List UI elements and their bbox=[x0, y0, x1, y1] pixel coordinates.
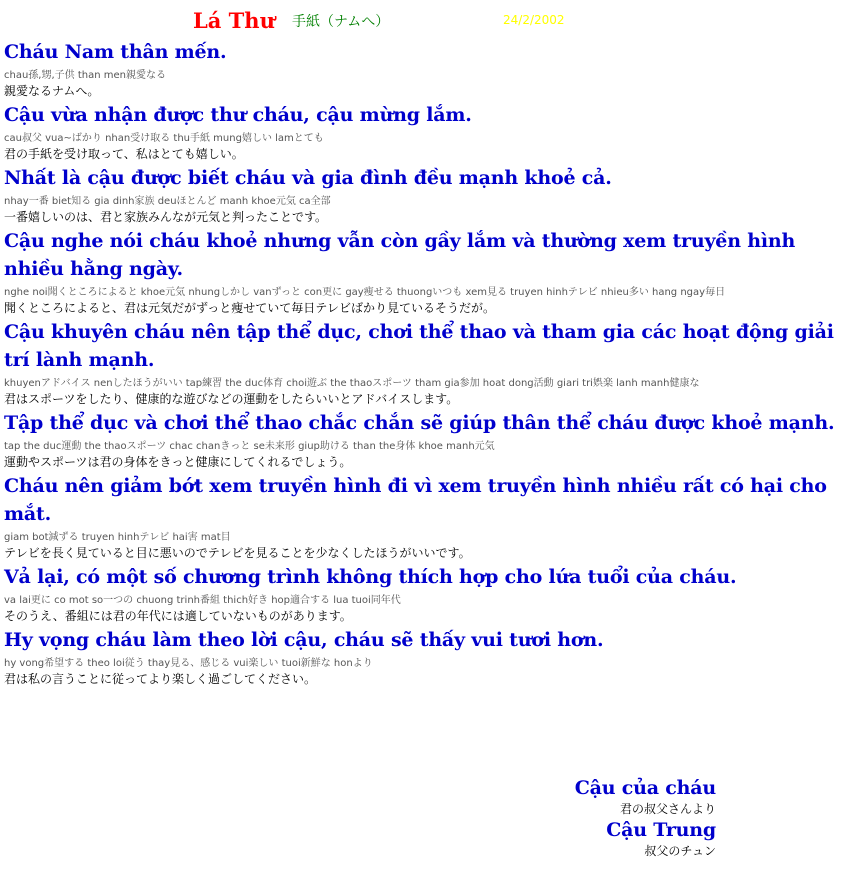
signature-block bbox=[575, 775, 716, 859]
vocabulary-notes: giam bot減ずる truyen hinhテレビ hai害 mat目 bbox=[4, 532, 231, 543]
letter-date: 24/2/2002 bbox=[503, 13, 565, 27]
closing-japanese: 君の叔父さんより bbox=[619, 802, 716, 816]
signer-name-vietnamese: Cậu Trung bbox=[606, 819, 716, 841]
vietnamese-sentence: Vả lại, có một số chương trình không thích hợp cho lứa tuổi của cháu. bbox=[4, 566, 737, 588]
japanese-translation: そのうえ、番組には君の年代には適していないものがあります。 bbox=[4, 609, 352, 623]
vietnamese-sentence: Tập thể dục và chơi thể thao chắc chắn sẽ giúp thân thể cháu được khoẻ mạnh. bbox=[4, 412, 835, 434]
japanese-translation: 一番嬉しいのは、君と家族みんなが元気と判ったことです。 bbox=[4, 210, 328, 224]
paragraph-2 bbox=[4, 101, 849, 162]
japanese-translation: テレビを長く見ていると目に悪いのでテレビを見ることを少なくしたほうがいいです。 bbox=[4, 546, 471, 560]
paragraph-8 bbox=[4, 563, 849, 624]
paragraph-4 bbox=[4, 227, 849, 316]
paragraph-5 bbox=[4, 318, 849, 407]
page-title: Lá Thư bbox=[193, 8, 275, 33]
vietnamese-sentence: Cậu khuyên cháu nên tập thể dục, chơi thể thao và tham gia các hoạt động giải trí lành mạnh. bbox=[4, 321, 834, 371]
paragraph-3 bbox=[4, 164, 849, 225]
japanese-translation: 親愛なるナムへ。 bbox=[4, 84, 100, 98]
vocabulary-notes: nhay一番 biet知る gia dinh家族 deuほとんど manh khoe元気 ca全部 bbox=[4, 196, 331, 207]
page-title-japanese: 手紙（ナムへ） bbox=[292, 14, 390, 30]
vietnamese-sentence: Cậu vừa nhận được thư cháu, cậu mừng lắm. bbox=[4, 104, 472, 126]
paragraph-9 bbox=[4, 626, 849, 687]
vocabulary-notes: cau叔父 vua~ばかり nhan受け取る thu手紙 mung嬉しい lamとても bbox=[4, 133, 324, 144]
vocabulary-notes: tap the duc運動 the thaoスポーツ chac chanきっと se未来形 giup助ける than the身体 khoe manh元気 bbox=[4, 441, 495, 452]
letter-body bbox=[4, 38, 849, 689]
vietnamese-sentence: Cháu nên giảm bớt xem truyền hình đi vì xem truyền hình nhiều rất có hại cho mắt. bbox=[4, 475, 827, 525]
vietnamese-sentence: Cậu nghe nói cháu khoẻ nhưng vẫn còn gầy lắm và thường xem truyền hình nhiều hằng ngày. bbox=[4, 230, 796, 280]
vocabulary-notes: nghe noi聞くところによると khoe元気 nhungしかし vanずっと con更に gay痩せる thuongいつも xem見る truyen hinhテレビ nhieu多い hang ngay毎日 bbox=[4, 287, 726, 298]
letter-header bbox=[0, 8, 853, 34]
paragraph-6 bbox=[4, 409, 849, 470]
signer-name-japanese: 叔父のチュン bbox=[644, 844, 716, 858]
japanese-translation: 君はスポーツをしたり、健康的な遊びなどの運動をしたらいいとアドバイスします。 bbox=[4, 392, 459, 406]
vietnamese-sentence: Cháu Nam thân mến. bbox=[4, 41, 227, 63]
japanese-translation: 運動やスポーツは君の身体をきっと健康にしてくれるでしょう。 bbox=[4, 455, 352, 469]
japanese-translation: 君は私の言うことに従ってより楽しく過ごしてください。 bbox=[4, 672, 317, 686]
japanese-translation: 聞くところによると、君は元気だがずっと痩せていて毎日テレビばかり見ているそうだが。 bbox=[4, 301, 496, 315]
vocabulary-notes: chau孫,甥,子供 than men親愛なる bbox=[4, 70, 166, 81]
vietnamese-sentence: Nhất là cậu được biết cháu và gia đình đều mạnh khoẻ cả. bbox=[4, 167, 612, 189]
japanese-translation: 君の手紙を受け取って、私はとても嬉しい。 bbox=[4, 147, 244, 161]
paragraph-7 bbox=[4, 472, 849, 561]
vocabulary-notes: khuyenアドバイス nenしたほうがいい tap練習 the duc体育 choi遊ぶ the thaoスポーツ tham gia参加 hoat dong活動 giari tri娯楽 lanh manh健康な bbox=[4, 378, 700, 389]
closing-vietnamese: Cậu của cháu bbox=[574, 777, 716, 799]
paragraph-1 bbox=[4, 38, 849, 99]
vocabulary-notes: va lai更に co mot so一つの chuong trinh番組 thich好き hop適合する lua tuoi同年代 bbox=[4, 595, 401, 606]
vietnamese-sentence: Hy vọng cháu làm theo lời cậu, cháu sẽ thấy vui tươi hơn. bbox=[4, 629, 604, 651]
vocabulary-notes: hy vong希望する theo loi従う thay見る、感じる vui楽しい tuoi新鮮な honより bbox=[4, 658, 373, 669]
